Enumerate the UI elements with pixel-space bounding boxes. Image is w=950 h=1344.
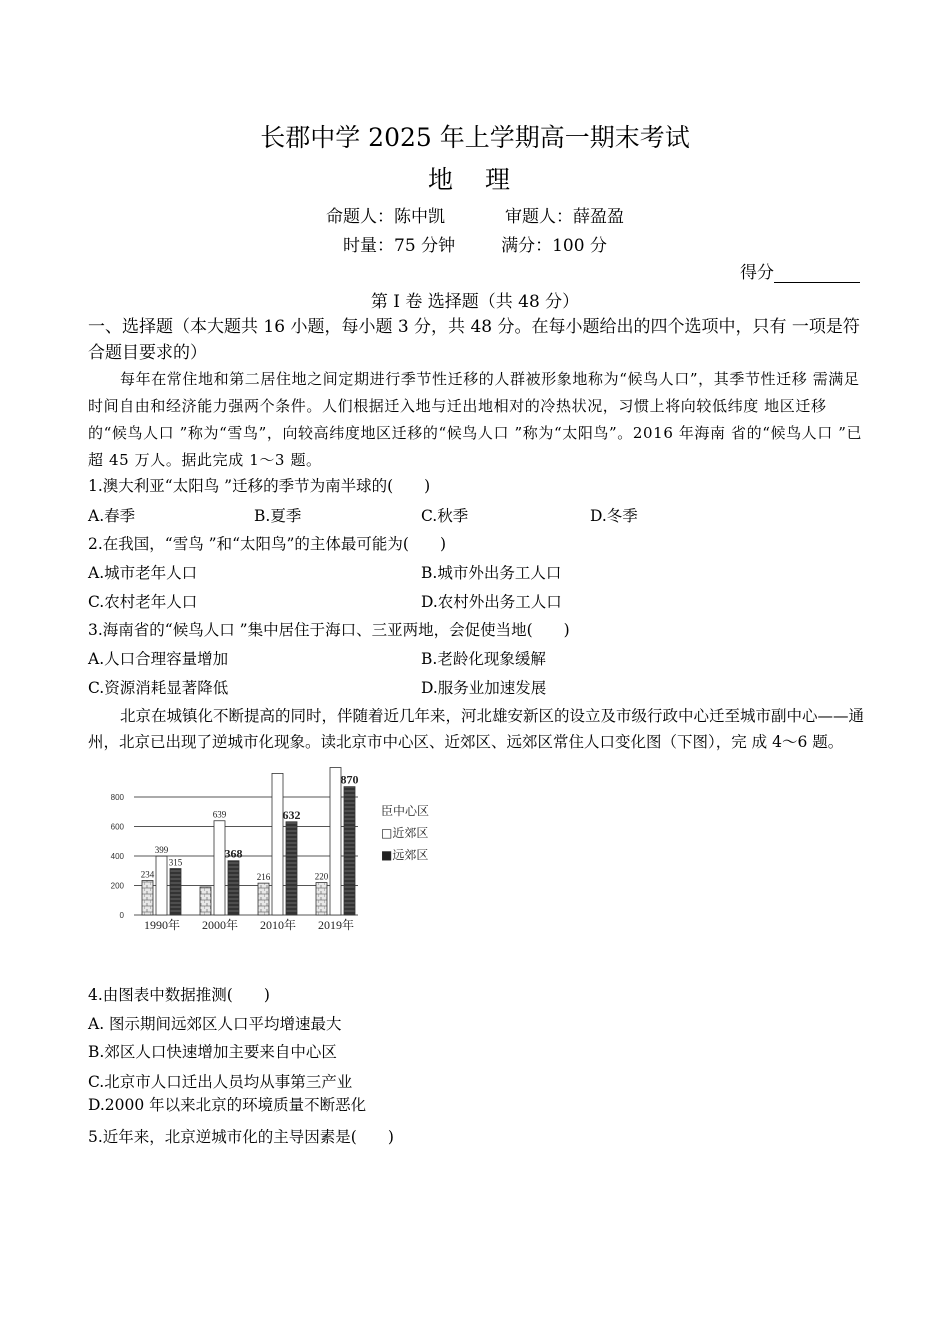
q2-option-a[interactable]: A.城市老年人口 — [88, 564, 198, 582]
q4-option-a[interactable]: A. 图示期间远郊区人口平均增速最大 — [88, 1015, 342, 1033]
question-2: 2.在我国，“雪鸟 ”和“太阳鸟”的主体最可能为( ) — [88, 535, 447, 553]
q2-option-d[interactable]: D.农村外出务工人口 — [421, 593, 562, 611]
chart-legend — [381, 803, 429, 862]
q1-option-b[interactable]: B.夏季 — [254, 507, 302, 525]
q1-option-d[interactable]: D.冬季 — [590, 507, 638, 525]
bar-近郊区-2019年 — [330, 768, 341, 916]
legend-entry: □近郊区 — [381, 826, 429, 840]
score-label: 得分 — [740, 263, 774, 283]
y-tick-label: 0 — [119, 911, 124, 920]
x-tick-label: 2010年 — [259, 918, 297, 932]
bar-近郊区-2010年 — [272, 773, 283, 915]
time-limit: 时量：75 分钟 — [343, 236, 456, 256]
section-instructions: 一、选择题（本大题共 16 小题，每小题 3 分，共 48 分。在每小题给出的四个选项中，只有 一项是符合题目要求的） — [88, 317, 860, 363]
exam-meta — [0, 231, 950, 256]
setter: 命题人：陈中凯 — [326, 207, 445, 227]
q2-option-c[interactable]: C.农村老年人口 — [88, 593, 198, 611]
data-label: 315 — [168, 857, 183, 868]
q3-option-b[interactable]: B.老龄化现象缓解 — [421, 650, 546, 668]
bar-中心区-2000年 — [200, 887, 211, 915]
reviewer: 审题人：薛盈盈 — [505, 207, 624, 227]
q1-option-c[interactable]: C.秋季 — [421, 507, 469, 525]
population-chart — [96, 765, 456, 945]
x-tick-label: 2000年 — [201, 918, 239, 932]
bar-中心区-1990年 — [142, 880, 153, 915]
y-tick-label: 200 — [110, 881, 124, 891]
data-label: 639 — [212, 809, 227, 820]
data-label: 234 — [140, 869, 155, 880]
q4-option-d[interactable]: D.2000 年以来北京的环境质量不断恶化 — [88, 1096, 367, 1114]
bar-中心区-2019年 — [316, 883, 327, 915]
exam-staff — [0, 202, 950, 227]
bar-远郊区-2000年 — [228, 861, 239, 915]
data-label: 870 — [340, 772, 359, 787]
question-3: 3.海南省的“候鸟人口 ”集中居住于海口、三亚两地，会促使当地( ) — [88, 621, 570, 639]
data-label: 220 — [314, 871, 329, 882]
q4-option-c[interactable]: C.北京市人口迁出人员均从事第三产业 — [88, 1073, 353, 1091]
bar-近郊区-2000年 — [214, 821, 225, 915]
q2-option-b[interactable]: B.城市外出务工人口 — [421, 564, 562, 582]
data-label: 368 — [224, 846, 243, 861]
data-label: 632 — [282, 807, 301, 822]
section-title: 第 I 卷 选择题（共 48 分） — [370, 292, 580, 312]
bar-中心区-2010年 — [258, 883, 269, 915]
question-5: 5.近年来，北京逆城市化的主导因素是( ) — [88, 1128, 394, 1146]
y-tick-label: 600 — [110, 822, 124, 832]
exam-title: 长郡中学 2025 年上学期高一期末考试 — [260, 123, 690, 152]
q3-option-d[interactable]: D.服务业加速发展 — [421, 679, 547, 697]
q4-option-b[interactable]: B.郊区人口快速增加主要来自中心区 — [88, 1043, 337, 1061]
bar-近郊区-1990年 — [156, 856, 167, 915]
x-tick-label: 1990年 — [143, 918, 181, 932]
question-4: 4.由图表中数据推测( ) — [88, 986, 270, 1004]
x-tick-label: 2019年 — [317, 918, 355, 932]
data-label: 399 — [154, 845, 169, 856]
q3-option-c[interactable]: C.资源消耗显著降低 — [88, 679, 229, 697]
score-blank[interactable] — [774, 266, 860, 283]
q1-option-a[interactable]: A.春季 — [88, 507, 136, 525]
question-1: 1.澳大利亚“太阳鸟 ”迁移的季节为南半球的( ) — [88, 477, 431, 495]
legend-entry: ■远郊区 — [381, 848, 429, 862]
bar-远郊区-2010年 — [286, 822, 297, 915]
full-score: 满分：100 分 — [501, 236, 607, 256]
bar-远郊区-1990年 — [170, 869, 181, 915]
q3-option-a[interactable]: A.人口合理容量增加 — [88, 650, 229, 668]
passage-1: 每年在常住地和第二居住地之间定期进行季节性迁移的人群被形象地称为“候鸟人口”，其季节性迁移 需满足时间自由和经济能力强两个条件。人们根据迁入地与迁出地相对的冷热状况，习惯上将向较低纬度 地区迁移的“候鸟人口 ”称为“雪鸟”，向较高纬度地区迁移的“候鸟人口 ”称为“太阳鸟”。2016 年海南 省的“候鸟人口 ”已超 45 万人。据此完成 1～3 题。 — [88, 370, 863, 469]
data-label: 216 — [256, 872, 271, 883]
score-field[interactable] — [740, 258, 860, 283]
bar-远郊区-2019年 — [344, 787, 355, 915]
chart-bars — [142, 768, 355, 916]
subject-title: 地 理 — [428, 165, 522, 194]
legend-entry: 臣中心区 — [381, 804, 430, 818]
y-tick-label: 800 — [110, 793, 124, 802]
y-tick-label: 400 — [110, 852, 124, 861]
passage-2: 北京在城镇化不断提高的同时，伴随着近几年来，河北雄安新区的设立及市级行政中心迁至城市副中心——通州，北京已出现了逆城市化现象。读北京市中心区、近郊区、远郊区常住人口变化图（下图），完 成 4～6 题。 — [88, 707, 865, 751]
